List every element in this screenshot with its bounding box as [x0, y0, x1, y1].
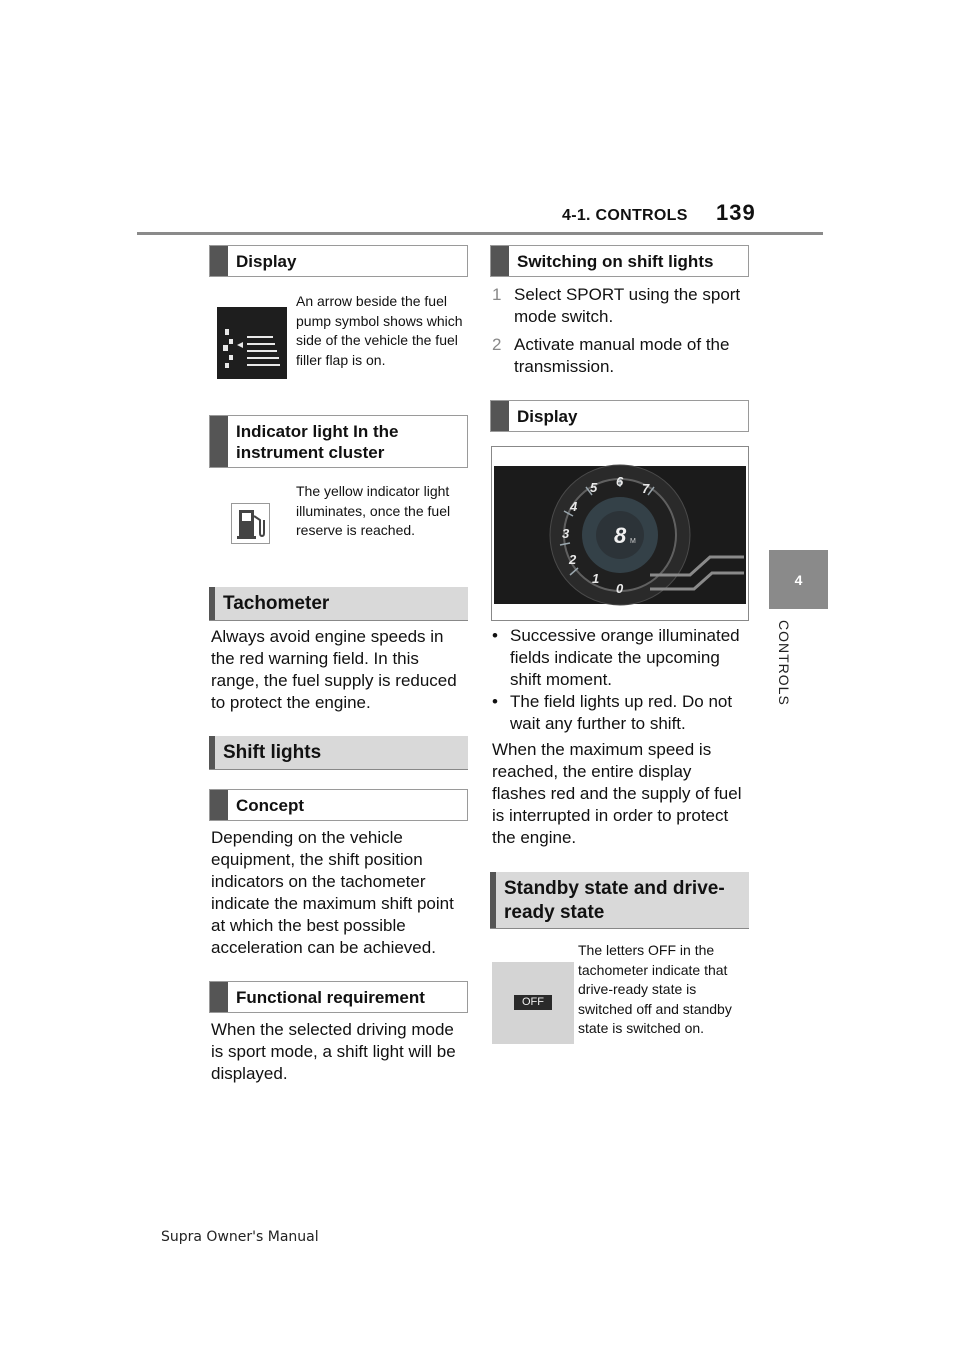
functional-requirement-box — [209, 981, 468, 1013]
bullet-marker: • — [492, 692, 498, 711]
tick-label: 5 — [590, 480, 598, 495]
fuel-flap-arrow-icon — [217, 307, 287, 379]
step-item — [492, 284, 748, 328]
switching-box — [490, 245, 749, 277]
tick-label: 4 — [570, 499, 578, 514]
chapter-tab — [769, 550, 828, 609]
step-text: Activate manual mode of the transmission. — [514, 335, 730, 376]
page-number: 139 — [716, 200, 756, 225]
section-title: 4-1. CONTROLS — [562, 207, 688, 224]
tick-label: 2 — [569, 552, 577, 567]
bullet-marker: • — [492, 626, 498, 645]
tachometer-text: Always avoid engine speeds in the red warning field. In this range, the fuel supply is reduced to protect the engine. — [211, 627, 457, 712]
off-indicator: OFF — [514, 995, 552, 1010]
step-number: 1 — [492, 285, 502, 304]
step-item — [492, 334, 748, 378]
chapter-number: 4 — [794, 571, 803, 588]
chapter-label: CONTROLS — [776, 620, 792, 706]
header-rule — [137, 232, 823, 235]
bullet-text: Successive orange illuminated fields indicate the upcoming shift moment. — [510, 626, 740, 689]
fuel-pump-icon — [232, 504, 269, 543]
tick-label: 6 — [616, 474, 624, 489]
tachometer-heading-label: Tachometer — [223, 593, 330, 614]
steps-list — [492, 284, 748, 378]
step-text: Select SPORT using the sport mode switch. — [514, 285, 741, 326]
tick-label: 7 — [642, 481, 650, 496]
tachometer-display-image — [491, 446, 749, 621]
shift-lights-heading — [209, 736, 468, 770]
tachometer-heading — [209, 587, 468, 621]
step-number: 2 — [492, 335, 502, 354]
concept-box-label: Concept — [236, 796, 304, 815]
indicator-box — [209, 415, 468, 468]
display-box — [209, 245, 468, 277]
standby-heading — [490, 872, 749, 929]
concept-box — [209, 789, 468, 821]
functional-requirement-label: Functional requirement — [236, 988, 425, 1007]
standby-description: The letters OFF in the tachometer indicate that drive-ready state is switched off and standby state is switched on. — [578, 942, 732, 1036]
display-box-label: Display — [236, 252, 297, 271]
tick-label: 3 — [562, 526, 570, 541]
display-box-right — [490, 400, 749, 432]
indicator-description: The yellow indicator light illuminates, once the fuel reserve is reached. — [296, 483, 451, 538]
bullet-text: The field lights up red. Do not wait any further to shift. — [510, 692, 733, 733]
off-display-image — [492, 962, 574, 1044]
bullet-list — [492, 625, 748, 735]
tachometer-gauge — [492, 447, 748, 620]
fuel-flap-display-image — [217, 307, 287, 379]
switching-box-label: Switching on shift lights — [517, 252, 714, 271]
bullet-item — [492, 625, 748, 691]
fuel-pump-icon-frame — [231, 503, 270, 544]
gear-indicator: 8 — [614, 523, 627, 548]
display-description: An arrow beside the fuel pump symbol shows which side of the vehicle the fuel filler flap is on. — [296, 293, 463, 368]
functional-text: When the selected driving mode is sport mode, a shift light will be displayed. — [211, 1020, 456, 1083]
max-speed-text: When the maximum speed is reached, the entire display flashes red and the supply of fuel is interrupted in order to protect the engine. — [492, 740, 742, 847]
gear-suffix: M — [630, 538, 636, 545]
concept-text: Depending on the vehicle equipment, the shift position indicators on the tachometer indicate the maximum shift point at which the best possible acceleration can be achieved. — [211, 828, 454, 957]
display-box-right-label: Display — [517, 407, 578, 426]
manual-title: Supra Owner's Manual — [161, 1229, 319, 1245]
standby-heading-label: Standby state and drive-ready state — [504, 878, 725, 923]
tick-label: 1 — [592, 571, 600, 586]
indicator-box-label: Indicator light In the instrument cluster — [236, 422, 399, 462]
bullet-item — [492, 691, 748, 735]
tick-label: 0 — [616, 581, 624, 596]
shift-lights-heading-label: Shift lights — [223, 742, 322, 763]
